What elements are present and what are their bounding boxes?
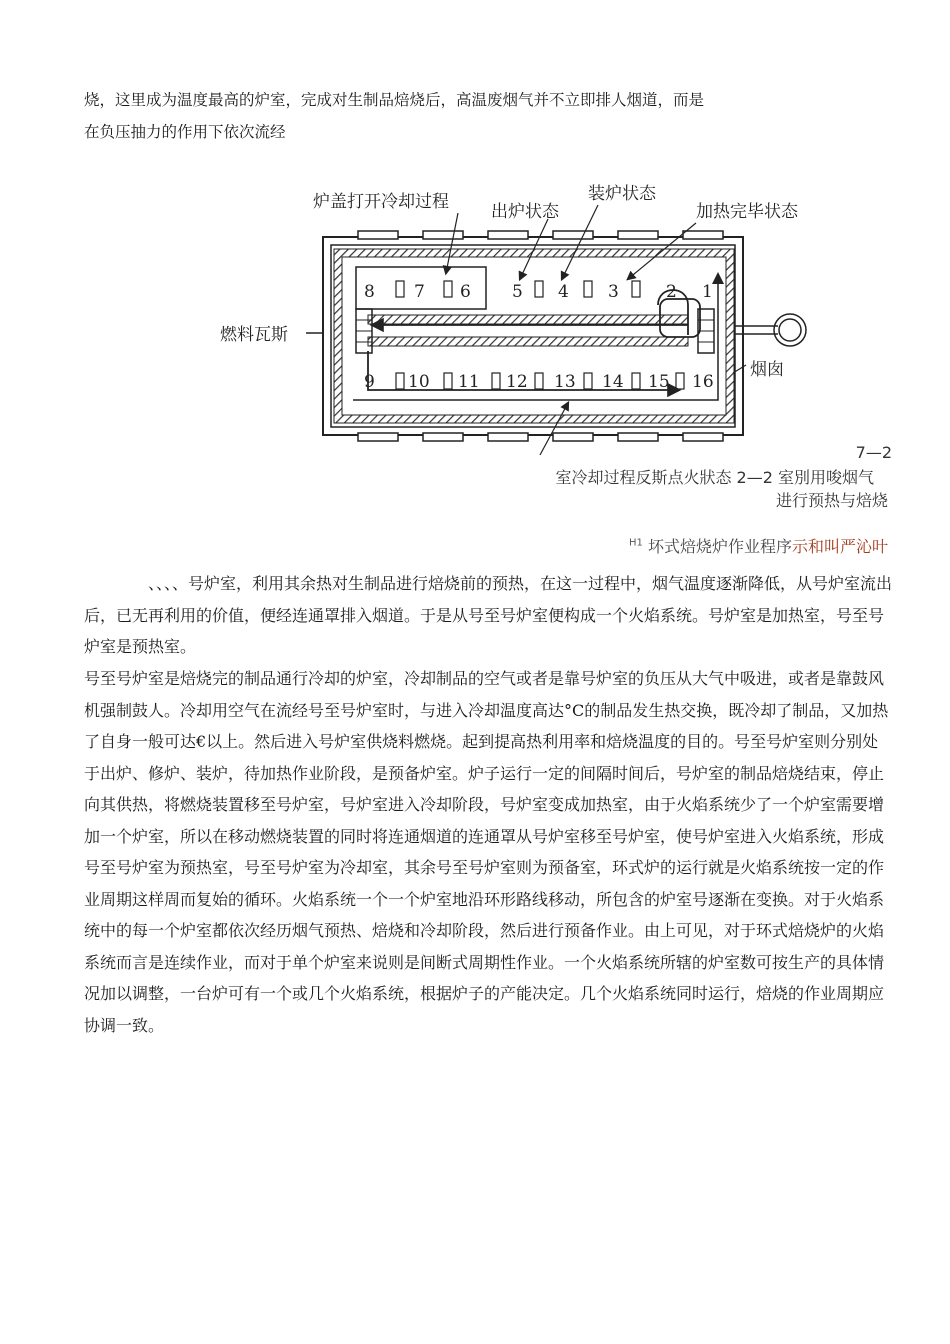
chamber-number: 12: [506, 372, 528, 392]
ring-furnace-svg: [218, 175, 828, 465]
chamber-number: 1: [702, 282, 713, 302]
chamber-number: 11: [458, 372, 480, 392]
figure-title-sup: H1: [628, 537, 643, 549]
chamber-number: 5: [512, 282, 523, 302]
chamber-number: 3: [608, 282, 619, 302]
chamber-number: 15: [648, 372, 670, 392]
chamber-number: 13: [554, 372, 576, 392]
label-chimney: 烟囱: [750, 360, 784, 380]
chamber-number: 2: [666, 282, 677, 302]
label-fuel: 燃料瓦斯: [220, 325, 288, 345]
intro-line-2: 在负压抽力的作用下依次流经: [84, 123, 286, 141]
label-out-state: 出炉状态: [491, 202, 559, 222]
chamber-number: 8: [364, 282, 375, 302]
chamber-number: 6: [460, 282, 471, 302]
intro-line-1: 烧，这里成为温度最高的炉室，完成对生制品焙烧后，高温废烟气并不立即排人烟道，而是: [84, 91, 705, 109]
body-paragraph-1: 、、、、号炉室，利用其余热对生制品进行焙烧前的预热，在这一过程中，烟气温度逐渐降低，从号炉室流出后，已无再利用的价值，便经连通罩排入烟道。于是从号至号炉室便构成一个火焰系统。号炉室是加热室，号至号炉室是预热室。: [84, 574, 893, 656]
chamber-number: 10: [408, 372, 430, 392]
chamber-number: 16: [692, 372, 714, 392]
chamber-number: 9: [364, 372, 375, 392]
label-lid-open: 炉盖打开冷却过程: [313, 192, 449, 212]
chamber-number: 4: [558, 282, 569, 302]
label-load-state: 装炉状态: [588, 184, 656, 204]
caption-line-1: 室冷却过程反斯点火狀态 2—2 室別用唆烟气: [555, 468, 874, 487]
ring-furnace-diagram: [218, 175, 828, 465]
label-heat-done: 加热完毕状态: [696, 202, 798, 222]
caption-line-2: 进行预热与焙烧: [775, 491, 888, 510]
figure-title-main: 坏式焙烧炉作业程序: [647, 537, 792, 556]
chamber-number: 14: [602, 372, 624, 392]
figure-title: [629, 534, 888, 557]
figure-title-red: 示和叫严沁叶: [791, 537, 888, 556]
chamber-number: 7: [414, 282, 425, 302]
body-paragraph-2: 号至号炉室是焙烧完的制品通行冷却的炉室，冷却制品的空气或者是靠号炉室的负压从大气中吸进，或者是靠鼓风机强制鼓人。冷却用空气在流经号至号炉室时，与进入冷却温度高达°C的制品发生热交换，既冷却了制品，又加热了自身一般可达€以上。然后进入号炉室供烧料燃烧。起到提高热利用率和焙烧温度的目的。号至号炉室则分别处于出炉、修炉、装炉，待加热作业阶段，是预备炉室。炉子运行一定的间隔时间后，号炉室的制品焙烧结束，停止向其供热，将燃烧装置移至号炉室，号炉室进入冷却阶段，号炉室变成加热室，由于火焰系统少了一个炉室需要增加一个炉室，所以在移动燃烧装置的同时将连通烟道的连通罩从号炉室移至号炉室，使号炉室进入火焰系统，形成号至号炉室为预热室，号至号炉室为冷却室，其余号至号炉室则为预备室，环式炉的运行就是火焰系统按一定的作业周期这样周而复始的循环。火焰系统一个一个炉室地沿环形路线移动，所包含的炉室号逐渐在变换。对于火焰系统中的每一个炉室都依次经历烟气预热、焙烧和冷却阶段，然后进行预备作业。由上可见，对于环式焙烧炉的火焰系统而言是连续作业，而对于单个炉室来说则是间断式周期性作业。一个火焰系统所辖的炉室数可按生产的具体情况加以调整，一台炉可有一个或几个火焰系统，根据炉子的产能决定。几个火焰系统同时运行，焙烧的作业周期应协调一致。: [84, 669, 889, 1035]
figure-number: 7—2: [855, 443, 892, 462]
